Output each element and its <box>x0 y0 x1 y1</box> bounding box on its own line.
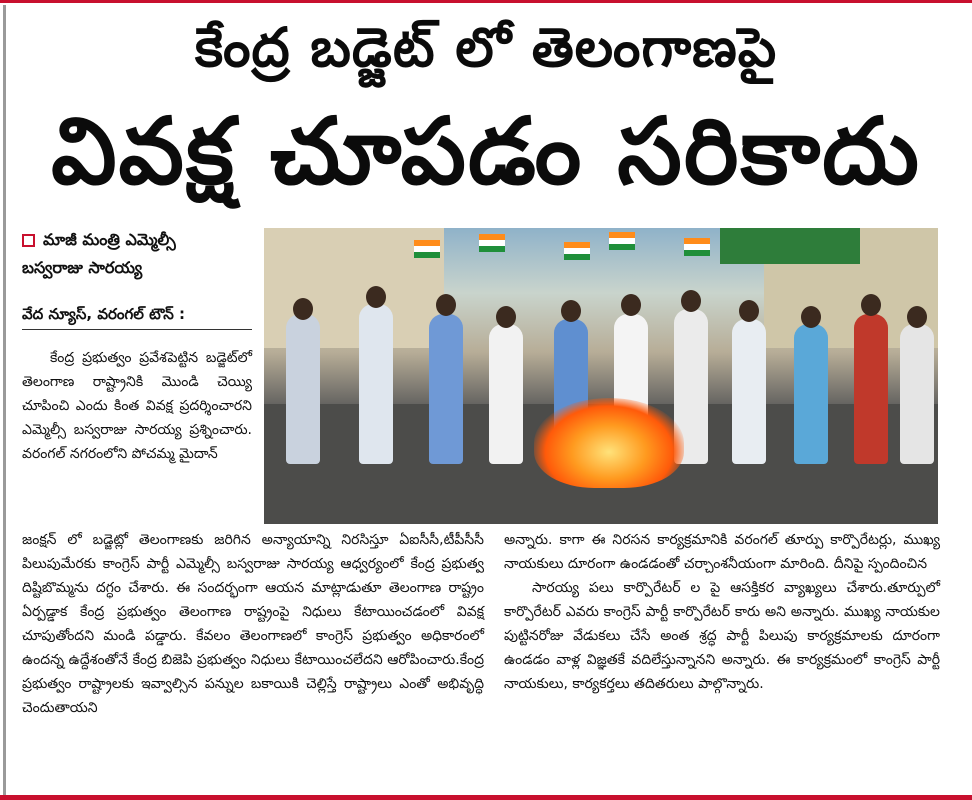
subhead-line-1: మాజీ మంత్రి ఎమ్మెల్సీ <box>43 230 176 249</box>
photo-burning-effigy <box>534 398 684 488</box>
protest-photo <box>264 228 938 524</box>
photo-person-head <box>907 306 927 328</box>
photo-person-head <box>621 294 641 316</box>
photo-person-head <box>739 300 759 322</box>
headline-line-1: కేంద్ర బడ్జెట్ లో తెలంగాణపై <box>194 16 778 79</box>
top-rule <box>0 0 972 3</box>
photo-person-head <box>496 306 516 328</box>
photo-person-head <box>436 294 456 316</box>
article-column-left-bottom <box>22 528 484 720</box>
photo-flag <box>564 242 590 260</box>
photo-person <box>286 314 320 464</box>
subhead <box>22 226 252 282</box>
photo-person <box>489 324 523 464</box>
article-paragraph: సారయ్య పలు కార్పొరేటర్ ల పై ఆసక్తికర వ్యాఖ్యలు చేశారు.తూర్పులో కార్పొరేటర్ ఎవరు కాంగ్రెస్ పార్టీ కార్పొరేటర్ కారు అని అన్నారు. ముఖ్య నాయకుల పుట్టినరోజు వేడుకలు చేసే అంత శ్రద్ధ పార్టీ పిలుపు కార్యక్రమాలకు దూరంగా ఉండడం వాళ్ల విజ్ఞతకే వదిలేస్తున్నానని అన్నారు. ఈ కార్యక్రమంలో కాంగ్రెస్ పార్టీ నాయకులు, కార్యకర్తలు తదితరులు పాల్గొన్నారు. <box>504 580 940 692</box>
dateline: వేద న్యూస్, వరంగల్ టౌన్ : <box>22 303 252 330</box>
photo-flag <box>479 234 505 252</box>
photo-person <box>359 304 393 464</box>
photo-person-head <box>366 286 386 308</box>
subhead-line-2: బస్వరాజు సారయ్య <box>22 258 143 277</box>
square-bullet-icon <box>22 234 35 247</box>
article-paragraph: జంక్షన్ లో బడ్జెట్లో తెలంగాణకు జరిగిన అన్యాయాన్ని నిరసిస్తూ ఏఐసీసీ,టీపీసీసీ పిలుపుమేరకు కాంగ్రెస్ పార్టీ ఎమ్మెల్సీ బస్వరాజు సారయ్య ఆధ్వర్యంలో కేంద్ర ప్రభుత్వ దిష్టిబొమ్మను దగ్ధం చేశారు. ఈ సందర్భంగా ఆయన మాట్లాడుతూ తెలంగాణ రాష్ట్రం ఏర్పడ్డాక కేంద్ర ప్రభుత్వం తెలంగాణ రాష్ట్రంపై నిధులు కేటాయించడంలో వివక్ష చూపుతోందని మండి పడ్డారు. కేవలం తెలంగాణలో కాంగ్రెస్ ప్రభుత్వం అధికారంలో ఉందన్న ఉద్దేశంతోనే కేంద్ర బిజెపి ప్రభుత్వం నిధులు కేటాయించలేదని ఆరోపించారు.కేంద్ర ప్రభుత్వం రాష్ట్రాలకు ఇవ్వాల్సిన పన్నుల బకాయికి చెల్లిస్తే రాష్ట్రాలు ఎంతో అభివృద్ధి చెందుతాయని <box>22 532 484 716</box>
photo-person-head <box>801 306 821 328</box>
headline-line-2: వివక్ష చూపడం సరికాదు <box>51 98 921 205</box>
photo-person-head <box>293 298 313 320</box>
photo-person <box>429 314 463 464</box>
article-paragraph: అన్నారు. కాగా ఈ నిరసన కార్యక్రమానికి వరంగల్ తూర్పు కార్పొరేటర్లు, ముఖ్య నాయకులు దూరంగా ఉండడంతో చర్చాంశనీయంగా మారింది. దీనిపై స్పందించిన <box>504 532 940 572</box>
photo-person <box>794 324 828 464</box>
photo-person-head <box>561 300 581 322</box>
photo-flag <box>414 240 440 258</box>
photo-person <box>732 319 766 464</box>
article-column-left <box>22 346 252 466</box>
photo-person-head <box>681 290 701 312</box>
photo-flag <box>609 232 635 250</box>
photo-person-head <box>861 294 881 316</box>
article-paragraph: కేంద్ర ప్రభుత్వం ప్రవేశపెట్టిన బడ్జెట్‌లో తెలంగాణ రాష్ట్రానికి మొండి చెయ్యి చూపించి ఎందు కింత వివక్ష ప్రదర్శించారని ఎమ్మెల్సీ బస్వరాజు సారయ్య ప్రశ్నించారు. వరంగల్ నగరంలోని పోచమ్మ మైదాన్ <box>22 350 252 462</box>
photo-person <box>854 314 888 464</box>
photo-flag <box>684 238 710 256</box>
article-column-right <box>504 528 940 696</box>
photo-shop-banner <box>720 228 860 264</box>
photo-person <box>900 324 934 464</box>
bottom-rule <box>0 795 972 800</box>
subhead-row-1 <box>22 226 252 254</box>
